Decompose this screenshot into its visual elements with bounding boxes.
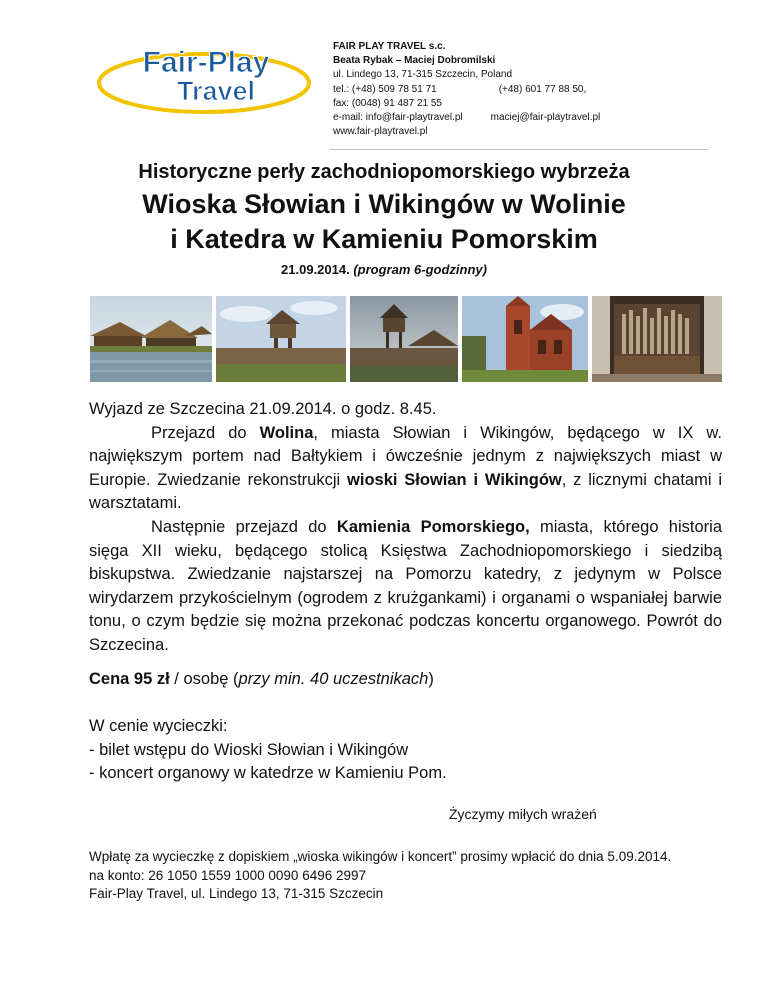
included-item: - bilet wstępu do Wioski Słowian i Wikingów	[89, 740, 409, 759]
photo-village-lake	[90, 296, 212, 382]
svg-text:Travel: Travel	[176, 76, 256, 106]
page-title-line-2: i Katedra w Kamieniu Pomorskim	[170, 224, 598, 254]
included-list	[89, 715, 722, 786]
photo-organ	[592, 296, 722, 382]
header-divider	[330, 149, 708, 150]
company-name: FAIR PLAY TRAVEL s.c.	[333, 41, 446, 52]
included-heading: W cenie wycieczki:	[89, 717, 228, 735]
trip-program-length: (program 6-godzinny)	[353, 262, 487, 277]
company-website[interactable]: www.fair-playtravel.pl	[333, 126, 428, 138]
price-condition: przy min. 40 uczestnikach	[238, 670, 429, 688]
page-title-line-1: Wioska Słowian i Wikingów w Wolinie	[142, 189, 626, 219]
company-emails	[333, 111, 600, 125]
highlight-wolin: Wolina	[259, 423, 314, 442]
payment-instructions: Wpłatę za wycieczkę z dopiskiem „wioska wikingów i koncert” prosimy wpłacić do dnia 5.09.2014.	[89, 849, 672, 864]
departure-info: Wyjazd ze Szczecina 21.09.2014. o godz. 8.45.	[89, 400, 437, 418]
trip-description	[89, 398, 722, 658]
paragraph-kamien	[89, 516, 722, 658]
company-phones	[333, 83, 600, 97]
text: miasta, którego historia sięga XII wieku, będącego stolicą Księstwa Zachodniopomorskiego i siedzibą biskupstwa. Zwiedzanie najstarszej na Pomorzu katedry, z jedynym w Polsce wirydarzem przykościelnym (ogrodem z krużgankami) i organami o wspaniałej barwie tonu, o czym będzie się można przekonać podczas koncertu organowego. Powrót do Szczecina.	[89, 517, 722, 654]
text: Przejazd do	[151, 423, 260, 442]
payment-address: Fair-Play Travel, ul. Lindego 13, 71-315 Szczecin	[89, 886, 384, 902]
company-details	[333, 40, 600, 139]
trip-date-value: 21.09.2014.	[281, 262, 350, 277]
email-maciej[interactable]: maciej@fair-playtravel.pl	[490, 112, 601, 124]
price-close: )	[428, 670, 434, 688]
photo-gate-tower	[350, 296, 458, 382]
company-fax: fax: (0048) 91 487 21 55	[333, 97, 442, 109]
payment-info	[89, 848, 722, 904]
bank-account: na konto: 26 1050 1559 1000 0090 6496 2997	[89, 867, 367, 883]
email-info[interactable]: e-mail: info@fair-playtravel.pl	[333, 112, 463, 124]
trip-date	[0, 262, 768, 277]
highlight-village: wioski Słowian i Wikingów	[347, 470, 562, 489]
photo-watchtower	[216, 296, 346, 382]
highlight-kamien: Kamienia Pomorskiego,	[336, 517, 530, 536]
phone-2: (+48) 601 77 88 50,	[498, 83, 587, 95]
company-address: ul. Lindego 13, 71-315 Szczecin, Poland	[333, 69, 513, 81]
phone-1: tel.: (+48) 509 78 51 71	[333, 83, 437, 95]
text: , miasta Słowian i Wikingów, będącego w IX w. największym portem nad Bałtykiem i ówcześnie jednym z największych miast w Europie. Zwiedzanie rekonstrukcji	[89, 423, 722, 489]
text: , z licznymi chatami i warsztatami.	[89, 470, 723, 513]
photo-cathedral	[462, 296, 588, 382]
price-per: / osobę (	[169, 670, 239, 688]
included-item: - koncert organowy w katedrze w Kamieniu Pom.	[89, 764, 447, 783]
text: Następnie przejazd do	[151, 517, 337, 536]
svg-text:Fair-Play: Fair-Play	[142, 46, 270, 79]
price-amount: Cena 95 zł	[89, 670, 170, 688]
fair-play-travel-logo	[96, 36, 312, 116]
page-subtitle: Historyczne perły zachodniopomorskiego wybrzeża	[138, 161, 630, 183]
paragraph-wolin	[89, 422, 722, 516]
closing-wish: Życzymy miłych wrażeń	[449, 806, 597, 822]
company-owners: Beata Rybak – Maciej Dobromilski	[333, 55, 496, 67]
price-line	[89, 668, 722, 692]
